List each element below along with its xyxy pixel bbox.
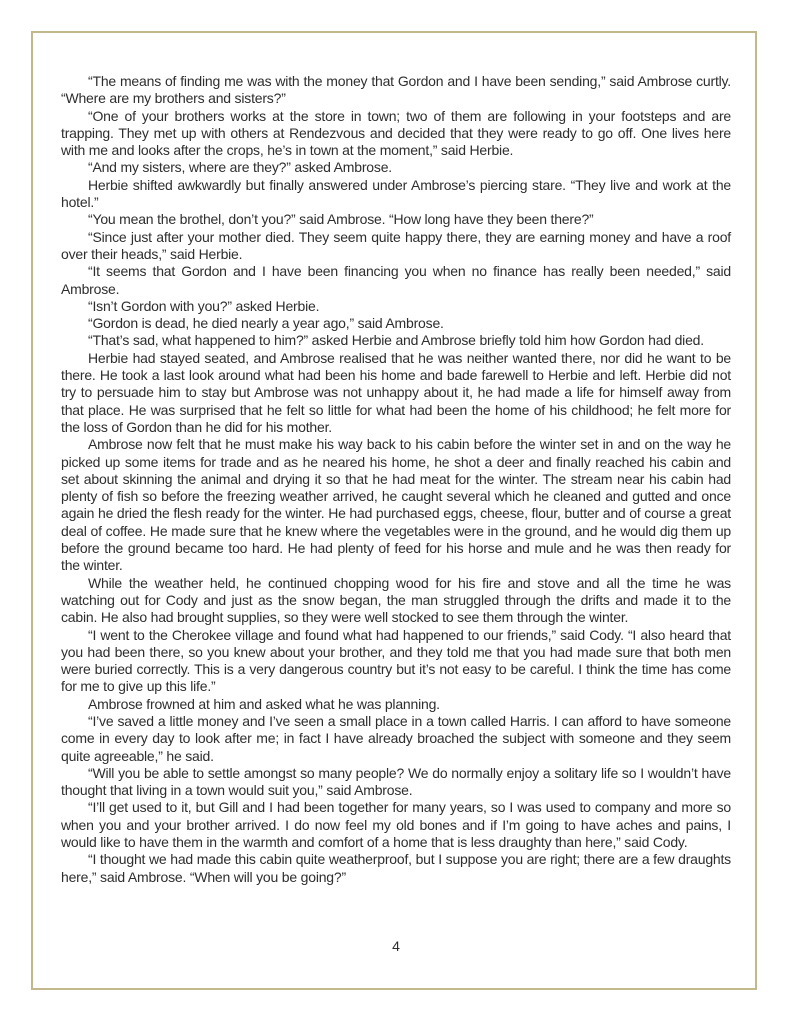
paragraph: “I thought we had made this cabin quite weatherproof, but I suppose you are right; there are a few draughts here,” said Ambrose. “When will you be going?” [61, 851, 731, 885]
paragraph: “And my sisters, where are they?” asked Ambrose. [88, 159, 392, 176]
paragraph: “I’ve saved a little money and I’ve seen a small place in a town called Harris. I can afford to have someone come in every day to look after me; in fact I have already broached the subject with someone and they seem quite agreeable,” he said. [61, 712, 731, 764]
paragraph: “Since just after your mother died. They seem quite happy there, they are earning money and have a roof over their heads,” said Herbie. [61, 228, 731, 262]
paragraph: “Will you be able to settle amongst so many people? We do normally enjoy a solitary life so I wouldn’t have thought that living in a town would suit you,” said Ambrose. [61, 764, 731, 799]
paragraph: “It seems that Gordon and I have been financing you when no finance has really been needed,” said Ambrose. [61, 263, 731, 297]
paragraph: “The means of finding me was with the money that Gordon and I have been sending,” said Ambrose curtly. “Where are my brothers and sisters?” [61, 73, 731, 107]
page-number: 4 [392, 938, 400, 954]
paragraph: “Isn’t Gordon with you?” asked Herbie. [88, 297, 320, 314]
paragraph: Herbie shifted awkwardly but finally answered under Ambrose’s piercing stare. “They live and work at the hotel.” [61, 176, 731, 211]
paragraph: “You mean the brothel, don’t you?” said Ambrose. “How long have they been there?” [88, 211, 594, 228]
paragraph: “One of your brothers works at the store in town; two of them are following in your footsteps and are trapping. They met up with others at Rendezvous and decided that they were ready to go off. One lives here with me and looks after the crops, he’s in town at the moment,” said Herbie. [61, 107, 731, 159]
paragraph: While the weather held, he continued chopping wood for his fire and stove and all the time he was watching out for Cody and just as the snow began, the man struggled through the drifts and made it to the cabin. He also had brought supplies, so they were well stocked to see them through the winter. [61, 574, 731, 626]
paragraph: “Gordon is dead, he died nearly a year ago,” said Ambrose. [88, 315, 444, 332]
page-text-body [61, 73, 731, 886]
paragraph: Herbie had stayed seated, and Ambrose realised that he was neither wanted there, nor did he want to be there. He took a last look around what had been his home and bade farewell to Herbie and left. Herbie did not try to persuade him to stay but Ambrose was not unhappy about it, he had made a life for himself away from that place. He was surprised that he felt so little for what had been the home of his childhood; he felt more for the loss of Gordon than he did for his mother. [61, 349, 731, 435]
paragraph: “I went to the Cherokee village and found what had happened to our friends,” said Cody. “I also heard that you had been there, so you knew about your brother, and they told me that you had made sure that both men were buried correctly. This is a very dangerous country but it’s not easy to be careful. I think the time has come for me to give up this life.” [61, 626, 731, 695]
paragraph: Ambrose now felt that he must make his way back to his cabin before the winter set in and on the way he picked up some items for trade and as he neared his home, he shot a deer and finally reached his cabin and set about skinning the animal and drying it so that he had meat for the winter. The stream near his cabin had plenty of fish so before the freezing weather arrived, he caught several which he cleaned and gutted and once again he dried the flesh ready for the winter. He had purchased eggs, cheese, flour, butter and of course a great deal of coffee. He made sure that he knew where the vegetables were in the ground, and he would dig them up before the ground became too hard. He had plenty of feed for his horse and mule and he was then ready for the winter. [61, 436, 731, 574]
paragraph: “That’s sad, what happened to him?” asked Herbie and Ambrose briefly told him how Gordon had died. [88, 332, 704, 349]
paragraph: Ambrose frowned at him and asked what he was planning. [88, 695, 440, 712]
paragraph: “I’ll get used to it, but Gill and I had been together for many years, so I was used to company and more so when you and your brother arrived. I do now feel my old bones and if I’m going to have aches and pains, I would like to have them in the warmth and comfort of a home that is less draughty than here,” said Cody. [61, 799, 731, 851]
